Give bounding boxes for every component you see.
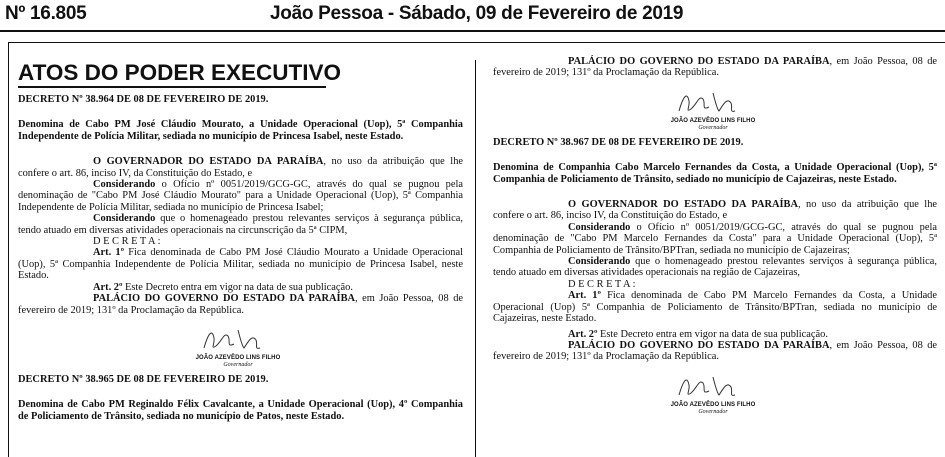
edition-number: Nº 16.805 [5,3,87,24]
column-divider [475,60,476,457]
article-lead: Art. 2º [568,328,598,340]
palace-lead: PALÁCIO DO GOVERNO DO ESTADO DA PARAÍBA [568,339,830,351]
decree-ementa: Denomina de Cabo PM Reginaldo Félix Cavalcante, a Unidade Operacional (Uop), 4º Companhia de Policiamento de Trânsito, sediada no município de Patos, neste Estado. [18,399,463,422]
governor-lead: O GOVERNADOR DO ESTADO DA PARAÍBA [568,199,798,211]
considerando-lead: Considerando [93,179,156,191]
considerando-lead: Considerando [568,221,631,233]
palace-lead: PALÁCIO DO GOVERNO DO ESTADO DA PARAÍBA [93,293,356,305]
decree-title: DECRETO Nº 38.964 DE 08 DE FEVEREIRO DE 2019. [18,94,269,105]
article-text: Fica denominada de Cabo PM Marcelo Fernandes da Costa, a Unidade Operacional (Uop) 5ª Companhia de Policiamento de Trânsito/BPTran, sediada no município de Cajazeiras, neste Estado. [493,290,937,325]
article-lead: Art. 1º [568,290,601,302]
considerando-1 [493,222,937,256]
frame-top-rule [8,42,945,43]
section-title-underline [18,86,326,88]
considerando-text: o Ofício nº 0051/2019/GCG-GC, através do qual se pugnou pela denominação de "Cabo PM José Cláudio Mourato" para a Unidade Operacional (Uop), 5ª Companhia Independente de Polícia Militar, sediada no município de Princesa Isabel; [18,179,463,213]
decreta-label: D E C R E T A : [93,236,161,248]
considerando-2 [493,256,937,279]
palace-lead: PALÁCIO DO GOVERNO DO ESTADO DA PARAÍBA [568,56,830,67]
decreta-label: D E C R E T A : [568,278,636,290]
header-rule [0,30,945,32]
frame-left-rule [8,42,9,457]
signature-scribble [673,87,753,117]
considerando-lead: Considerando [568,256,631,268]
dateline: João Pessoa - Sábado, 09 de Fevereiro de 2019 [270,3,684,24]
palace-clause [18,293,463,316]
governor-lead: O GOVERNADOR DO ESTADO DA PARAÍBA [93,156,324,168]
palace-clause [493,56,937,79]
palace-rest: , em João Pessoa, 08 de fevereiro de 2019; 131º da Proclamação da República. [18,293,463,316]
page-header [0,0,945,30]
article-lead: Art. 1º [93,247,125,259]
section-title: ATOS DO PODER EXECUTIVO [18,60,341,85]
governor-signature [653,373,773,417]
article-text: Fica denominada de Cabo PM José Cláudio Mourato a Unidade Operacional (Uop), 5ª Companhia Independente de Polícia Militar, sediada no município de Princesa Isabel, neste Estado. [18,247,463,282]
signature-scribble [673,371,753,401]
decree-ementa: Denomina de Companhia Cabo Marcelo Fernandes da Costa, a Unidade Operacional (Uop), 5ª Companhia de Policiamento de Trânsito, sediado no município de Cajazeiras, neste Estado. [493,162,937,185]
article-1 [18,247,463,281]
right-column [493,56,937,417]
article-text: Este Decreto entra em vigor na data de sua publicação. [122,281,353,293]
decree-ementa: Denomina de Cabo PM José Cláudio Mourato, a Unidade Operacional (Uop), 5ª Companhia Independente de Polícia Militar, sediada no município de Princesa Isabel, neste Estado. [18,119,463,142]
palace-clause [493,340,937,363]
governor-clause [493,199,937,222]
article-text: Este Decreto entra em vigor na data de sua publicação. [597,328,828,340]
decree-title: DECRETO Nº 38.965 DE 08 DE FEVEREIRO DE 2019. [18,373,269,385]
article-2 [18,282,463,293]
article-lead: Art. 2º [93,281,123,293]
governor-rest: , no uso da atribuição que lhe confere o art. 86, inciso IV, da Constituição do Estado, e [18,156,463,179]
signature-name: JOÃO AZEVÊDO LINS FILHO [195,354,281,361]
decree-title: DECRETO Nº 38.967 DE 08 DE FEVEREIRO DE 2019. [493,136,744,148]
left-column [18,60,463,422]
signature-role: Governador [223,361,253,368]
signature-name: JOÃO AZEVÊDO LINS FILHO [670,401,756,408]
article-1 [493,290,937,324]
signature-scribble [198,324,278,354]
signature-role: Governador [698,124,728,131]
considerando-text: que o homenageado prestou relevantes serviços à segurança pública, tendo atuado em diversas atividades operacionais na circunscrição da 5ª CIPM, [18,213,463,236]
considerando-lead: Considerando [93,213,156,225]
palace-rest: , em João Pessoa, 08 de fevereiro de 2019; 131º da Proclamação da República. [493,56,937,79]
considerando-2 [18,213,463,236]
governor-rest: , no uso da atribuição que lhe confere o art. 86, inciso IV, da Constituição do Estado, e [493,199,938,222]
considerando-text: o Ofício nº 0051/2019/GCG-GC, através do qual se pugnou pela denominação de "Cabo PM Marcelo Fernandes da Costa" para a Unidade Operacional (Uop), 5ª Companhia de Policiamento de Trânsito/BPTran, sediada no município de Cajazeiras; [493,221,937,256]
considerando-text: que o homenageado prestou relevantes serviços à segurança pública, tendo atuado em diversas atividades operacionais na região de Cajazeiras, [493,256,937,279]
article-2 [493,329,937,340]
governor-signature [178,326,298,370]
palace-rest: , em João Pessoa, 08 de fevereiro de 2019; 131º da Proclamação da República. [493,339,937,363]
governor-signature [653,89,773,133]
signature-role: Governador [698,408,728,415]
signature-name: JOÃO AZEVÊDO LINS FILHO [670,117,756,124]
governor-clause [18,156,463,179]
considerando-1 [18,179,463,213]
